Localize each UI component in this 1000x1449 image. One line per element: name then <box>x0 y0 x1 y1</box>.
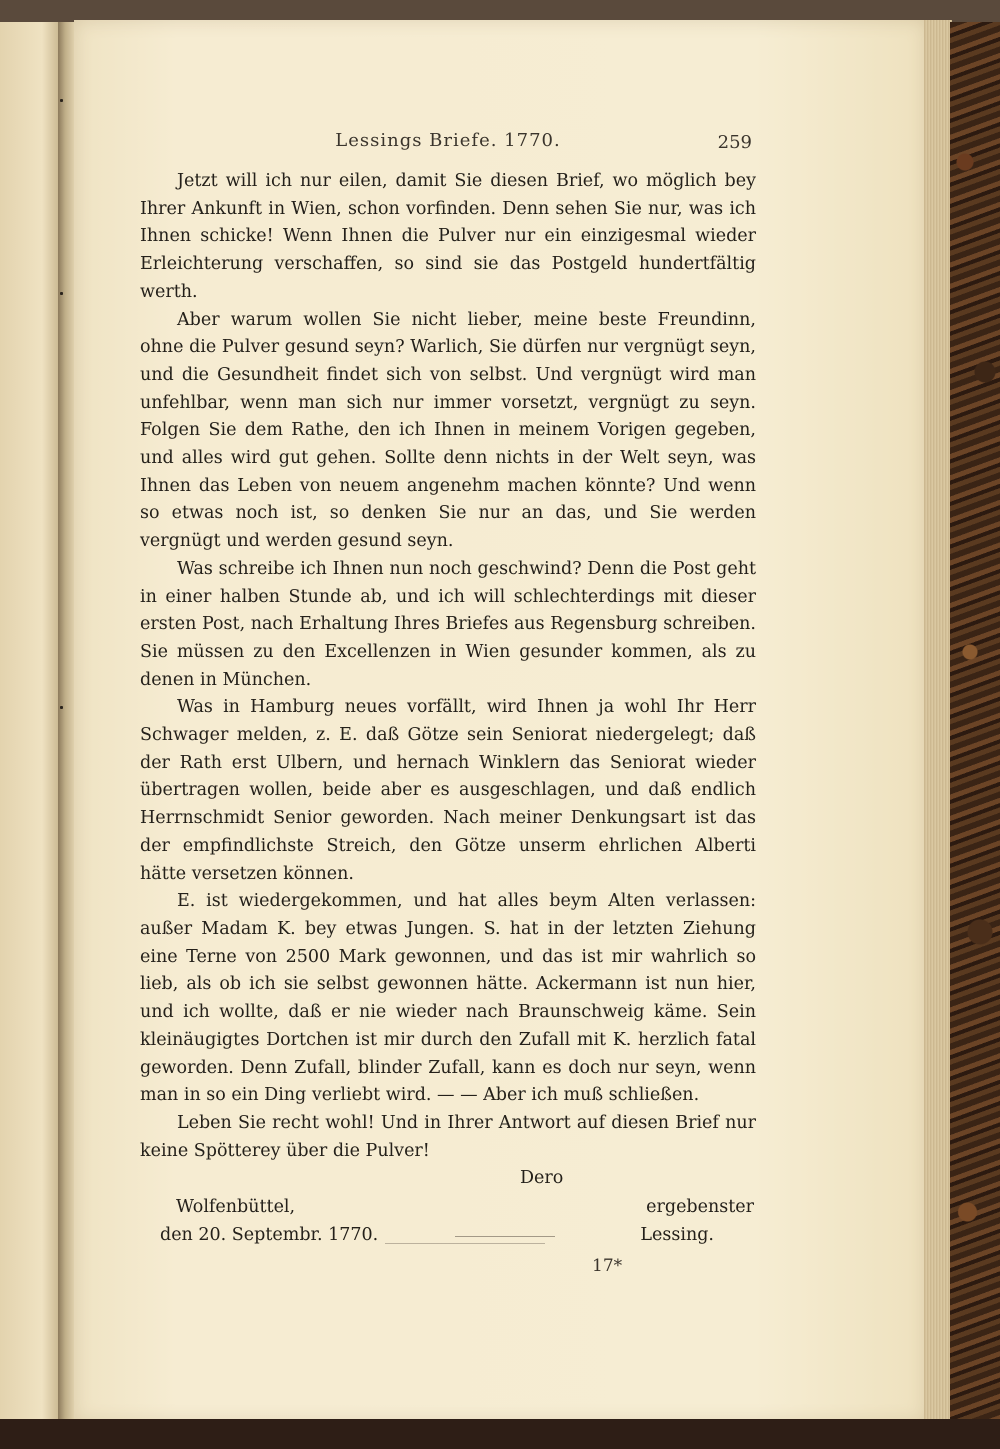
scan-background-bottom <box>0 1419 1000 1449</box>
left-page-edge <box>0 22 60 1422</box>
closing-date-row <box>140 1221 756 1249</box>
paragraph: Aber warum wollen Sie nicht lieber, meine beste Freundinn, ohne die Pulver gesund seyn? Warlich, Sie dürfen nur vergnügt seyn, und die Gesundheit findet sich von selbst. Und vergnügt wird man unfehlbar, wenn man sich nur immer vorsetzt, vergnügt zu seyn. Folgen Sie dem Rathe, den ich Ihnen in meinem Vorigen gegeben, und alles wird gut gehen. Sollte denn nichts in der Welt seyn, was Ihnen das Leben von neuem angenehm machen könnte? Und wenn so etwas noch ist, so denken Sie nur an das, und Sie werden vergnügt und werden gesund seyn. <box>140 309 756 552</box>
marbled-cover-edge <box>950 22 1000 1422</box>
paragraph: Was schreibe ich Ihnen nun noch geschwind? Denn die Post geht in einer halben Stunde ab, und ich will schlechterdings mit dieser ersten Post, nach Erhaltung Ihres Briefes aus Regensburg schreiben. Sie müssen zu den Excellenzen in Wien gesunder kommen, als zu denen in München. <box>140 558 756 690</box>
letter-signature: Lessing. <box>640 1225 714 1246</box>
paragraph: Leben Sie recht wohl! Und in Ihrer Antwort auf diesen Brief nur keine Spötterey über die Pulver! <box>140 1112 756 1161</box>
letter-date: den 20. Septembr. 1770. <box>160 1225 379 1246</box>
running-head: Lessings Briefe. 1770. <box>335 130 561 151</box>
paragraph: Jetzt will ich nur eilen, damit Sie diesen Brief, wo möglich bey Ihrer Ankunft in Wien, schon vorfinden. Denn sehen Sie nur, was ich Ihnen schicke! Wenn Ihnen die Pulver nur ein einzigesmal wieder Erleichterung verschaffen, so sind sie das Postgeld hundertfältig werth. <box>140 171 756 302</box>
margin-mark <box>60 706 63 709</box>
closing-salutation: Dero <box>520 1168 564 1189</box>
show-through-line <box>385 1243 545 1244</box>
show-through-line <box>455 1236 555 1237</box>
page-edges <box>924 20 952 1420</box>
letter-place: Wolfenbüttel, <box>176 1197 296 1218</box>
scan-background-top <box>0 0 1000 22</box>
page-text-block <box>140 128 756 1249</box>
closing-place-row <box>140 1193 756 1221</box>
margin-mark <box>60 99 63 102</box>
closing-regard: ergebenster <box>646 1197 754 1218</box>
paragraph: E. ist wiedergekommen, und hat alles beym Alten verlassen: außer Madam K. bey etwas Jungen. S. hat in der letzten Ziehung eine Terne von 2500 Mark gewonnen, und das ist mir wahrlich so lieb, als ob ich sie selbst gewonnen hätte. Ackermann ist nun hier, und ich wollte, daß er nie wieder nach Braunschweig käme. Sein kleinäugigtes Dortchen ist mir durch den Zufall mit K. herzlich fatal geworden. Denn Zufall, blinder Zufall, kann es doch nur seyn, wenn man in so ein Ding verliebt wird. — — Aber ich muß schließen. <box>140 891 756 1106</box>
page-header <box>140 128 756 168</box>
closing-salutation-row <box>140 1165 756 1193</box>
page-number: 259 <box>717 132 752 153</box>
margin-mark <box>60 292 63 295</box>
sheet-signature: 17* <box>592 1256 623 1276</box>
paragraph: Was in Hamburg neues vorfällt, wird Ihnen ja wohl Ihr Herr Schwager melden, z. E. daß Götze sein Seniorat niedergelegt; daß der Rath erst Ulbern, und hernach Winklern das Seniorat wieder übertragen wollen, beide aber es ausgeschlagen, und daß endlich Herrnschmidt Senior geworden. Nach meiner Denkungsart ist das der empfindlichste Streich, den Götze unserm ehrlichen Alberti hätte versetzen können. <box>140 697 756 884</box>
